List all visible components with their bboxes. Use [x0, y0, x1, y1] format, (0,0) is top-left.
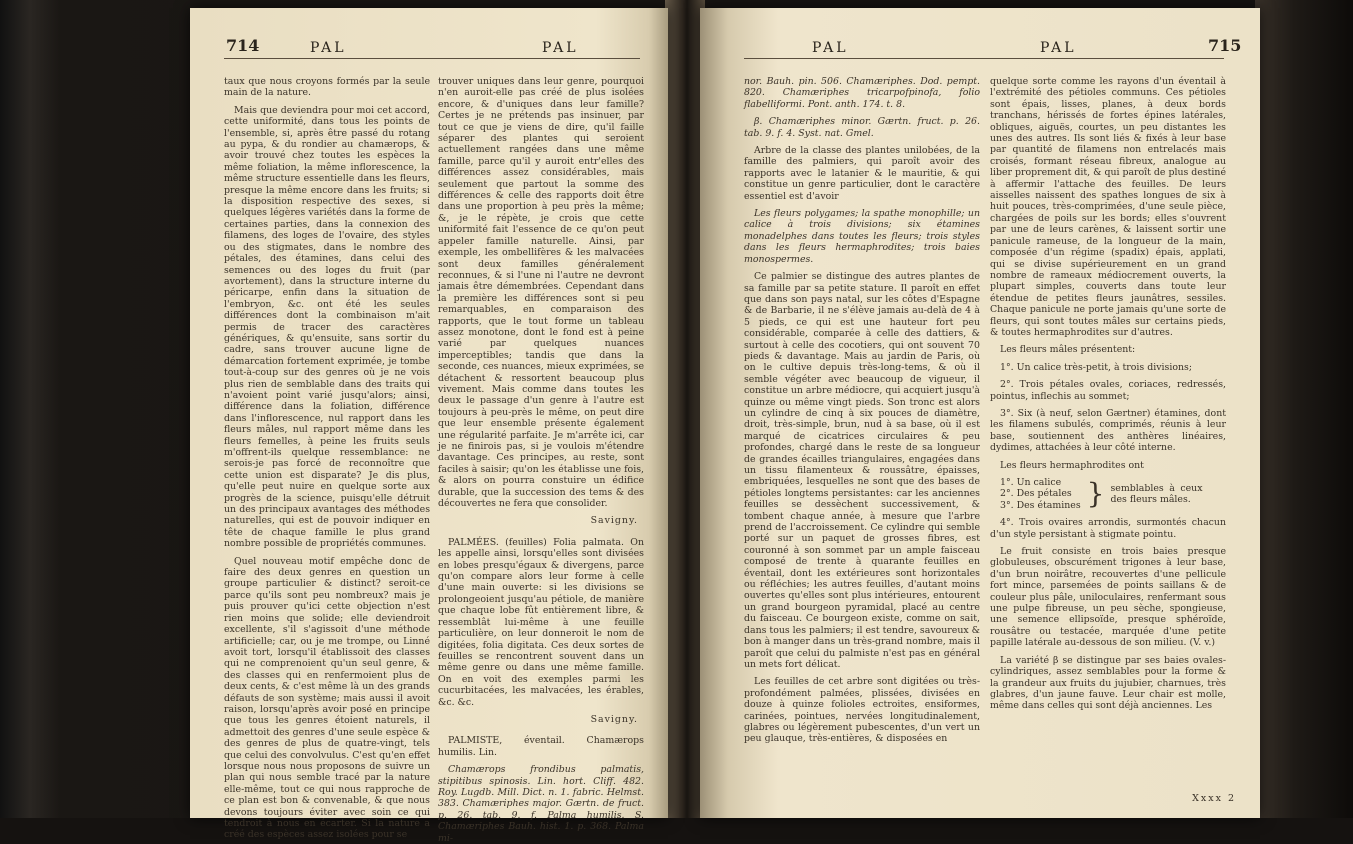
paragraph: 1°. Un calice très-petit, à trois divisions; [1000, 361, 1192, 373]
right-column-2 [990, 76, 1226, 816]
paragraph: Les feuilles de cet arbre sont digitées ou très-profondément palmées, plissées, divisées en douze à quinze folioles ectroites, ensiformes, carinées, pointues, nervées longitudinalement, glabres ou légèrement pubescentes, d'un vert un peu glauque, très-entières, & disposées en [744, 676, 980, 745]
entry-palmiste: PALMISTE, éventail. Chamærops humilis. Lin. [438, 735, 644, 758]
synonymy: Chamærops frondibus palmatis, stipitibus spinosis. Lin. hort. Cliff. 482. Roy. Lugdb. Mill. Dict. n. 1. fabric. Helmst. 383. Chamæriphes major. Gærtn. de fruct. p. 26. tab. 9. f. Palma humilis. S. Chamæriphes Bauh. hist. 1. p. 368. Palma mi- [438, 764, 644, 844]
paragraph: quelque sorte comme les rayons d'un éventail à l'extrémité des pétioles communs. Ces pétioles sont épais, lisses, planes, à deux bords tranchans, hérissés de fortes épines latérales, obliques, aiguës, courtes, un peu distantes les unes des autres. Ils sont liés & fixés à leur base par quantité de filamens non entrelacés mais croisés, formant réseau fibreux, analogue au liber proprement dit, & qui paroît de plus destiné à affermir l'attache des feuilles. De leurs aisselles naissent des spathes longues de six à huit pouces, très-comprimées, d'une seule pièce, chargées de poils sur les bords; elles s'ouvrent par une de leurs carènes, & laissent sortir une panicule rameuse, de la longueur de la main, composée d'un régime (spadix) épais, applati, qui se divise supérieurement en un grand nombre de rameaux médiocrement ouverts, la plupart simples, couverts dans toute leur étendue de petites fleurs jaunâtres, sessiles. Chaque panicule ne porte jamais qu'une sorte de fleurs, qui sont toutes mâles sur certains pieds, & toutes hermaphrodites sur d'autres. [990, 76, 1226, 338]
variety-beta-ref: β. Chamæriphes minor. Gærtn. fruct. p. 26. tab. 9. f. 4. Syst. nat. Gmel. [744, 116, 980, 139]
paragraph: Le fruit consiste en trois baies presque globuleuses, obscurément trigones à leur base, d'un brun noirâtre, recouvertes d'une pellicule fort mince, parsemées de points saillans & de couleur plus pâle, uniloculaires, renfermant sous une pulpe fibreuse, un peu sèche, spongieuse, une semence ellipsoïde, presque sphéroïde, rousâtre ou testacée, marquée d'une petite papille latérale au-dessous de son milieu. (V. v.) [990, 546, 1226, 649]
author-signature: Savigny. [590, 713, 638, 725]
list-item: 1°. Un calice [1000, 477, 1062, 488]
book-edge [1255, 0, 1353, 818]
paragraph: 2°. Trois pétales ovales, coriaces, redressés, pointus, inflechis au sommet; [990, 379, 1226, 402]
paragraph: Les fleurs hermaphrodites ont [1000, 459, 1144, 471]
list-item: 2°. Des pétales [1000, 488, 1072, 500]
paragraph: La variété β se distingue par ses baies ovales-cylindriques, assez semblables pour la forme & la grandeur aux fruits du jujubier, charnues, très glabres, d'un jaune fauve. Leur chair est molle, même dans celles qui sont déjà anciennes. Les [990, 654, 1226, 712]
paragraph: Quel nouveau motif empêche donc de faire des deux genres en question un groupe particulier & distinct? seroit-ce parce qu'ils sont peu nombreux? mais je puis prouver qu'ici cette objection n'est rien moins que solide; elle deviendroit excellente, s'il s'agissoit d'une méthode artificielle; car, ou je me trompe, ou Linné avoit tort, lorsqu'il établissoit des classes qui ne comprenoient qu'un seul genre, & des classes qui en renfermoient plus de deux cents, & c'est même là un des grands défauts de son système; mais aussi il avoit raison, lorsqu'après avoir posé en principe que tous les genres étoient naturels, il admettoit des genres d'une seule espèce & des genres de plus de quatre-vingt, tels que celui des convolvulus. C'est qu'en effet lorsque nous nous proposons de suivre un plan qui nous semble tracé par la nature elle-même, tout ce qui nous rapproche de ce plan est bon & convenable, & que nous devons toujours éviter avec soin ce qui tendroit à nous en écarter. Si la nature a créé des espèces assez isolées pour se [224, 555, 430, 841]
synonymy: nor. Bauh. pin. 506. Chamæriphes. Dod. pempt. 820. Chamæriphes tricarpofpinofa, folio flabelliformi. Pont. anth. 174. t. 8. [744, 76, 980, 110]
right-running-head-1: PAL [812, 40, 849, 56]
left-running-head-2: PAL [542, 40, 579, 56]
author-signature: Savigny. [590, 515, 638, 527]
right-column-1 [744, 76, 980, 816]
paragraph: Ce palmier se distingue des autres plantes de sa famille par sa petite stature. Il paroît en effet que dans son pays natal, sur les côtes d'Espagne & de Barbarie, il ne s'élève jamais au-delà de 4 à 5 pieds, ce qui est une hauteur fort peu considérable, comparée à celle des dattiers, & surtout à celle des cocotiers, qui ont souvent 70 pieds & davantage. Mais au jardin de Paris, où on le cultive depuis très-long-tems, & où il semble végéter avec beaucoup de vigueur, il constitue un arbre médiocre, qui acquiert jusqu'à quinze ou même vingt pieds. Son tronc est alors un cylindre de cinq à six pouces de diamètre, droit, très-simple, brun, nud à sa base, où il est marqué de cicatrices circulaires & peu profondes, chargé dans le reste de sa longueur de grandes écailles triangulaires, engagées dans un tissu filamenteux & roussâtre, épaisses, embriquées, lesquelles ne sont que des bases de pétioles longtems persistantes: car les anciennes feuilles se dessèchent successivement, & tombent chaque année, à mesure que l'arbre prend de l'accroissement. Ce cylindre qui semble porté sur un paquet de grosses fibres, est couronné à son sommet par un ample faisceau composé de trente à quarante feuilles en éventail, dont les extérieures sont horizontales ou réfléchies; les autres feuilles, d'autant moins ouvertes qu'elles sont plus intérieures, entourent un grand bourgeon pyramidal, placé au centre du faisceau. Ce bourgeon existe, comme on sait, dans tous les palmiers; il est tendre, savoureux & bon à manger dans un très-grand nombre, mais il paroît que celui du palmiste n'est pas en général un mets fort délicat. [744, 271, 980, 670]
paragraph: taux que nous croyons formés par la seule main de la nature. [224, 76, 430, 99]
paragraph: trouver uniques dans leur genre, pourquoi n'en auroit-elle pas créé de plus isolées encore, & d'uniques dans leur famille? Certes je ne prétends pas insinuer, par tout ce que je viens de dire, qu'il faille séparer des plantes qui seroient actuellement rangées dans une même famille, parce qu'il y auroit entr'elles des différences assez considérables, mais seulement que partout la somme des différences & celle des rapports doit être dans une proportion à peu près la même; &, je le répète, je crois que cette uniformité fait l'essence de ce qu'on peut appeler famille naturelle. Ainsi, par exemple, les ombellifères & les malvacées sont deux familles généralement reconnues, & si l'une ni l'autre ne devront jamais être démembrées. Cependant dans la première les différences sont si peu remarquables, en comparaison des rapports, que le tout forme un tableau assez monotone, dont le fond est à peine varié par quelques nuances imperceptibles; tandis que dans la seconde, ces nuances, mieux exprimées, se détachent & ressortent beaucoup plus vivement. Mais comme dans toutes les deux le passage d'un genre à l'autre est toujours à peu-près le même, on peut dire que leur ensemble présente également une régularité parfaite. Je m'arrête ici, car je ne finirois pas, si je voulois m'étendre davantage. Ces principes, au reste, sont faciles à saisir; qu'on les établisse une fois, & alors on pourra constuire un édifice durable, que la succession des tems & des découvertes ne fera que consolider. [438, 76, 644, 510]
paragraph: Arbre de la classe des plantes unilobées, de la famille des palmiers, qui paroît avoir des rapports avec le latanier & le mauritie, & qui constitue un genre particulier, dont le caractère essentiel est d'avoir [744, 145, 980, 202]
paragraph: 4°. Trois ovaires arrondis, surmontés chacun d'un style persistant à stigmate pointu. [990, 517, 1226, 540]
left-running-head-1: PAL [310, 40, 347, 56]
left-page [190, 8, 668, 844]
brace-group [1000, 477, 1226, 511]
brace-glyph: } [1086, 477, 1105, 511]
list-item: 3°. Des étamines [1000, 499, 1081, 511]
right-running-head-2: PAL [1040, 40, 1077, 56]
left-page-number: 714 [226, 36, 260, 55]
sheet-signature: Xxxx 2 [1192, 793, 1236, 804]
header-rule [224, 58, 640, 59]
brace-note: semblables à ceux des fleurs mâles. [1110, 482, 1203, 506]
paragraph: 3°. Six (à neuf, selon Gærtner) étamines, dont les filamens subulés, comprimés, réunis à leur base, soutiennent des anthères linéaires, dydimes, attachées à leur côté interne. [990, 407, 1226, 454]
left-column-2 [438, 76, 644, 844]
right-page [700, 8, 1260, 818]
brace-items [1000, 477, 1081, 511]
left-column-1 [224, 76, 430, 841]
book-gutter [665, 0, 705, 818]
paragraph: Mais que deviendra pour moi cet accord, cette uniformité, dans tous les points de l'ensemble, si, après être passé du rotang au pypa, & du rondier au chamærops, & avoir trouvé chez toutes les espèces la même foliation, la même inflorescence, la même structure essentielle dans les fleurs, presque la même encore dans les fruits; si la disposition respective des sexes, si quelques légères variétés dans la forme de certaines parties, dans la connexion des filamens, des loges de l'ovaire, des styles ou des stigmates, dans le nombre des pétales, des étamines, dans celui des semences ou des loges du fruit (par avortement), dans la structure interne du péricarpe, enfin dans la situation de l'embryon, &c. ont été les seules différences dont la combinaison m'ait permis de tracer des caractères génériques, & qu'ensuite, sans sortir du cadre, sans trouver aucune ligne de démarcation fortement exprimée, je tombe tout-à-coup sur des genres où je ne vois plus rien de semblable dans des traits qui n'avoient point varié jusqu'alors; ainsi, différence dans la foliation, différence dans l'inflorescence, nul rapport dans les fleurs mâles, nul rapport même dans les fleurs femelles, à peine les fruits seuls m'offrent-ils quelque ressemblance: ne serois-je pas forcé de reconnoître que cette union est disparate? Je dis plus, qu'elle peut nuire en quelque sorte aux progrès de la science, puisqu'elle détruit un des principaux avantages des méthodes naturelles, qui est de pouvoir indiquer en tête de chaque famille le plus grand nombre possible de propriétés communes. [224, 104, 430, 550]
essential-character: Les fleurs polygames; la spathe monophille; un calice à trois divisions; six étamines monadelphes dans toutes les fleurs; trois styles dans les fleurs hermaphrodites; trois baies monospermes. [744, 208, 980, 265]
entry-palmees: PALMÉES. (feuilles) Folia palmata. On les appelle ainsi, lorsqu'elles sont divisées en lobes presqu'égaux & divergens, parce qu'on compare alors leur forme à celle d'une main ouverte: si les divisions se prolongeoient jusqu'au pétiole, de manière que chaque lobe fût entièrement libre, & ressemblât lui-même à une feuille particulière, on leur donneroit le nom de digitées, folia digitata. Ces deux sortes de feuilles se rencontrent souvent dans un même genre ou dans une même famille. On en voit des exemples parmi les cucurbitacées, les malvacées, les érables, &c. &c. [438, 536, 644, 708]
header-rule [744, 58, 1224, 59]
paragraph: Les fleurs mâles présentent: [1000, 344, 1136, 356]
right-page-number: 715 [1208, 36, 1242, 55]
